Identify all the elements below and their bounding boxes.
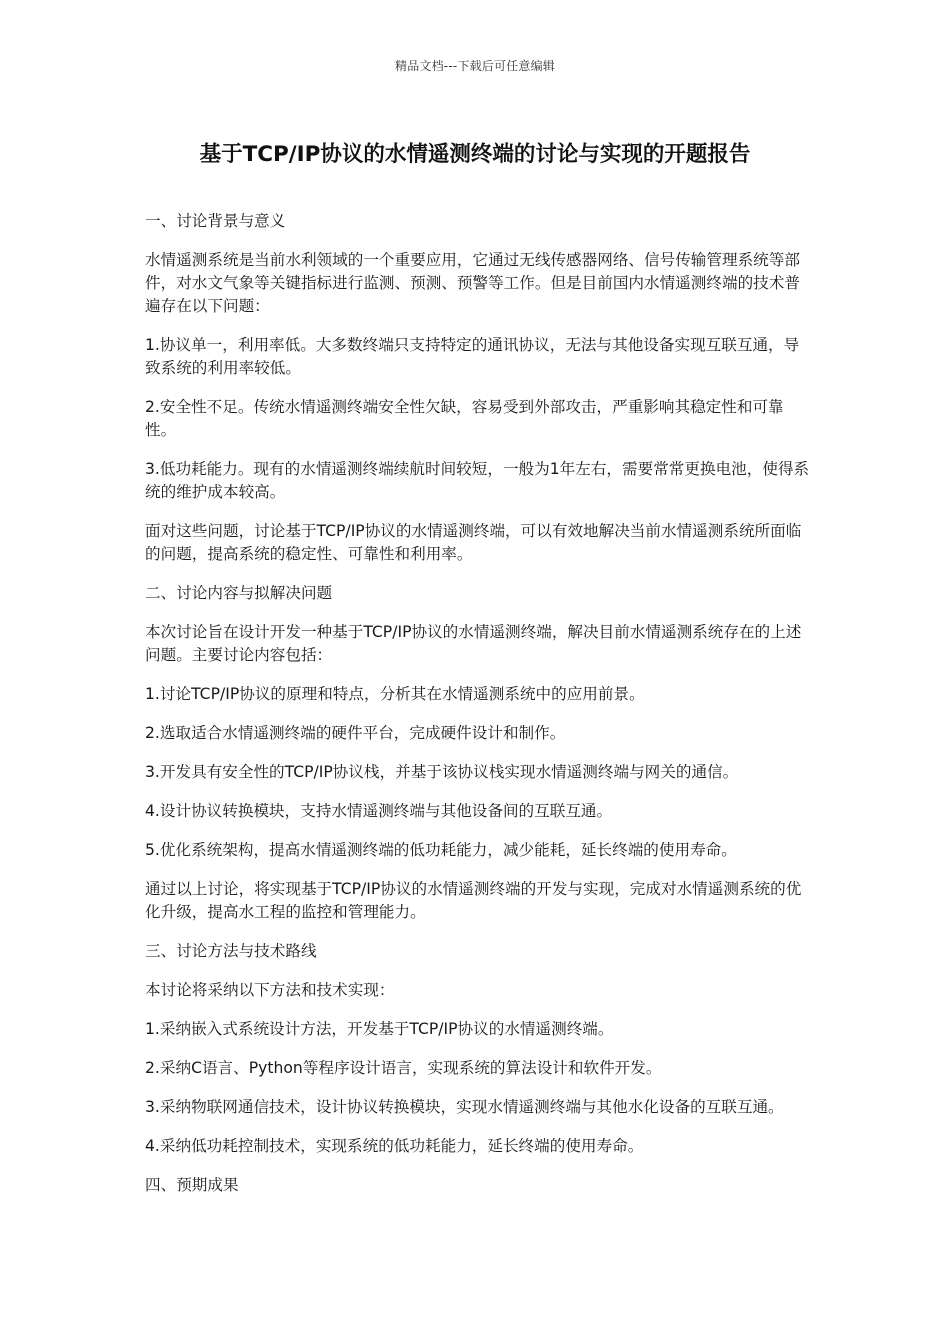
- section-heading-2: 二、讨论内容与拟解决问题: [145, 584, 333, 602]
- list-item: 2.采纳C语言、Python等程序设计语言，实现系统的算法设计和软件开发。: [145, 1059, 662, 1077]
- paragraph: 本讨论将采纳以下方法和技术实现：: [145, 981, 395, 999]
- paragraph: 面对这些问题，讨论基于TCP/IP协议的水情遥测终端，可以有效地解决当前水情遥测系统所面临的问题，提高系统的稳定性、可靠性和利用率。: [145, 522, 802, 563]
- section-heading-1: 一、讨论背景与意义: [145, 212, 286, 230]
- list-item: 3.采纳物联网通信技术，设计协议转换模块，实现水情遥测终端与其他水化设备的互联互通。: [145, 1098, 784, 1116]
- header-note: 精品文档---下载后可任意编辑: [395, 59, 555, 73]
- list-item: 2.选取适合水情遥测终端的硬件平台，完成硬件设计和制作。: [145, 724, 566, 742]
- list-item: 1.采纳嵌入式系统设计方法，开发基于TCP/IP协议的水情遥测终端。: [145, 1020, 614, 1038]
- list-item: 4.采纳低功耗控制技术，实现系统的低功耗能力，延长终端的使用寿命。: [145, 1137, 644, 1155]
- list-item: 2.安全性不足。传统水情遥测终端安全性欠缺，容易受到外部攻击，严重影响其稳定性和可靠性。: [145, 398, 784, 439]
- paragraph: 通过以上讨论，将实现基于TCP/IP协议的水情遥测终端的开发与实现，完成对水情遥测系统的优化升级，提高水工程的监控和管理能力。: [145, 880, 802, 921]
- section-heading-3: 三、讨论方法与技术路线: [145, 942, 317, 960]
- list-item: 3.开发具有安全性的TCP/IP协议栈，并基于该协议栈实现水情遥测终端与网关的通信。: [145, 763, 739, 781]
- paragraph: 水情遥测系统是当前水利领域的一个重要应用，它通过无线传感器网络、信号传输管理系统等部件，对水文气象等关键指标进行监测、预测、预警等工作。但是目前国内水情遥测终端的技术普遍存在以下问题：: [145, 251, 800, 315]
- list-item: 1.讨论TCP/IP协议的原理和特点，分析其在水情遥测系统中的应用前景。: [145, 685, 645, 703]
- list-item: 3.低功耗能力。现有的水情遥测终端续航时间较短，一般为1年左右，需要常常更换电池，使得系统的维护成本较高。: [145, 460, 810, 501]
- document-title: 基于TCP/IP协议的水情遥测终端的讨论与实现的开题报告: [199, 142, 751, 167]
- paragraph: 本次讨论旨在设计开发一种基于TCP/IP协议的水情遥测终端，解决目前水情遥测系统存在的上述问题。主要讨论内容包括：: [145, 623, 802, 664]
- section-heading-4: 四、预期成果: [145, 1176, 239, 1194]
- list-item: 5.优化系统架构，提高水情遥测终端的低功耗能力，减少能耗，延长终端的使用寿命。: [145, 841, 737, 859]
- document-body: [145, 210, 813, 1197]
- list-item: 1.协议单一，利用率低。大多数终端只支持特定的通讯协议，无法与其他设备实现互联互通，导致系统的利用率较低。: [145, 336, 800, 377]
- list-item: 4.设计协议转换模块，支持水情遥测终端与其他设备间的互联互通。: [145, 802, 613, 820]
